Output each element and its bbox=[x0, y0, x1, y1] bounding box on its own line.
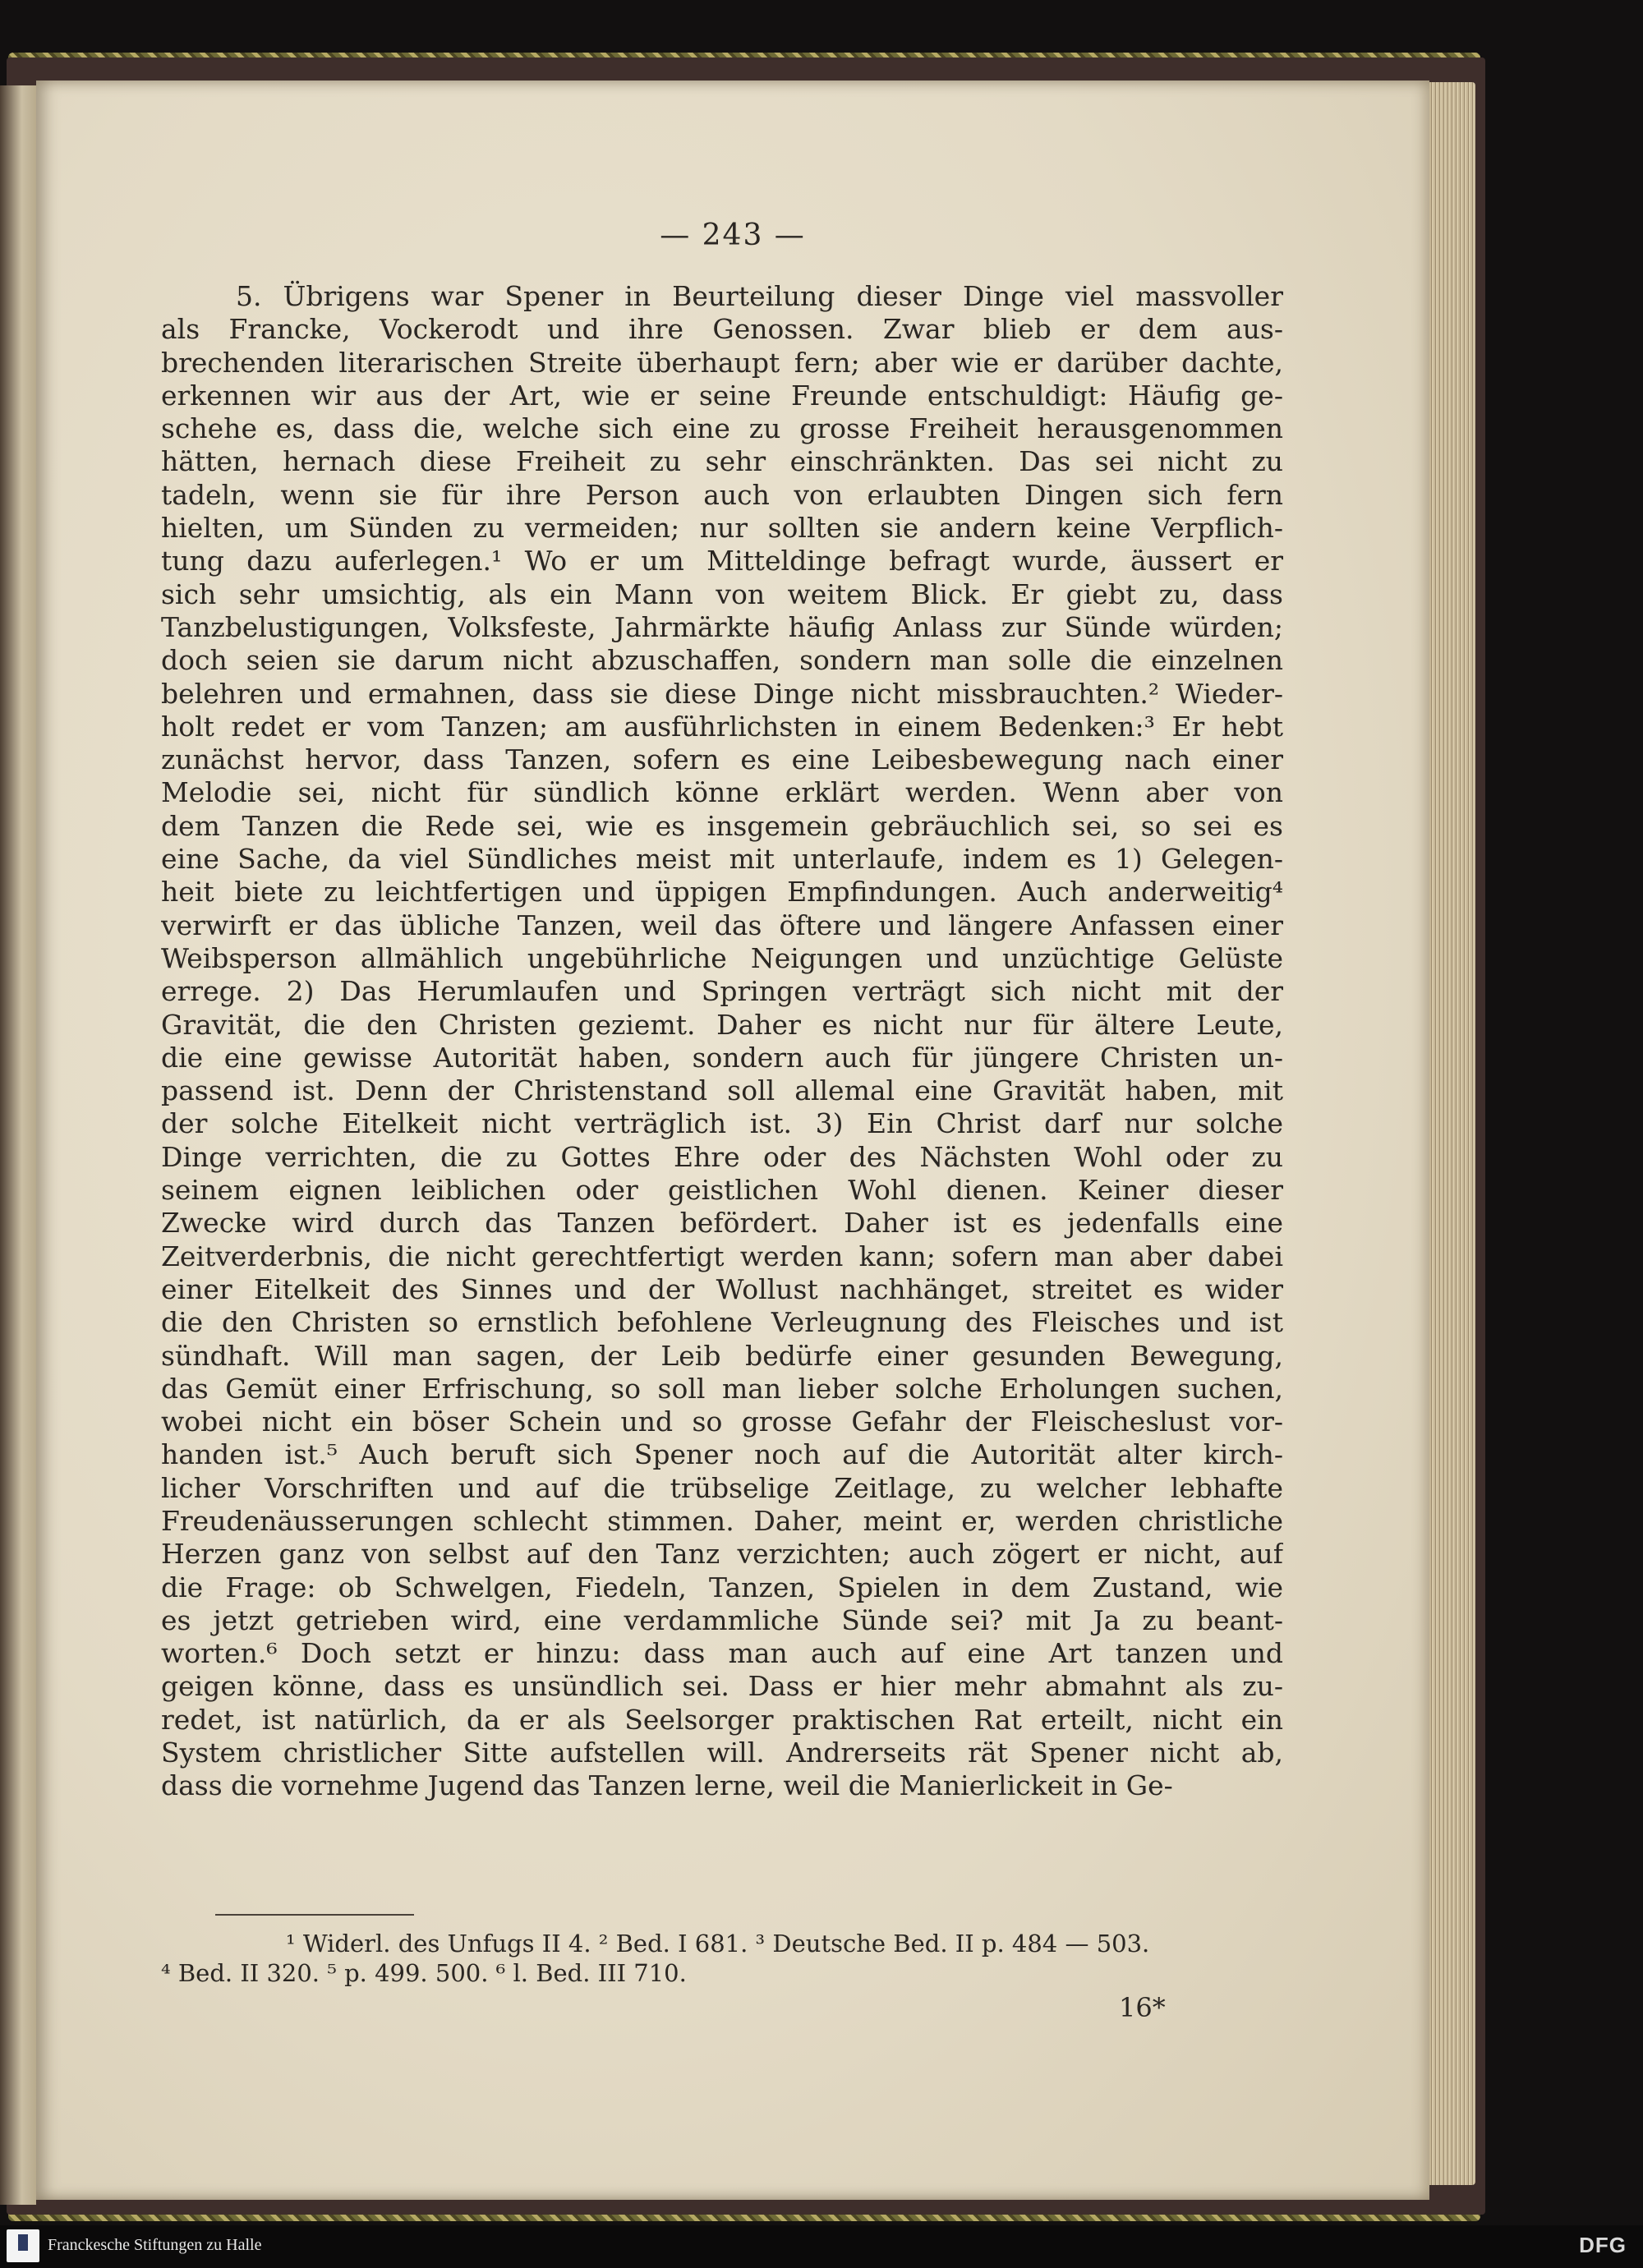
text-line: verwirft er das übliche Tanzen, weil das öftere und längere Anfassen einer bbox=[161, 909, 1283, 941]
text-line: Freudenäusserungen schlecht stimmen. Daher, meint er, werden christliche bbox=[161, 1504, 1283, 1537]
text-line: wobei nicht ein böser Schein und so grosse Gefahr der Fleischeslust vor- bbox=[161, 1405, 1283, 1438]
text-line: System christlicher Sitte aufstellen will. Andrerseits rät Spener nicht ab, bbox=[161, 1737, 1283, 1769]
text-line: Melodie sei, nicht für sündlich könne erklärt werden. Wenn aber von bbox=[161, 776, 1283, 809]
text-line: seinem eignen leiblichen oder geistlichen Wohl dienen. Keiner dieser bbox=[161, 1174, 1283, 1207]
text-line: Herzen ganz von selbst auf den Tanz verzichten; auch zögert er nicht, auf bbox=[161, 1538, 1283, 1571]
text-line: die den Christen so ernstlich befohlene Verleugnung des Fleisches und ist bbox=[161, 1306, 1283, 1339]
text-line: licher Vorschriften und auf die trübselige Zeitlage, zu welcher lebhafte bbox=[161, 1471, 1283, 1504]
page-number: — 243 — bbox=[660, 219, 806, 252]
text-line: zunächst hervor, dass Tanzen, sofern es eine Leibesbewegung nach einer bbox=[161, 743, 1283, 776]
text-line: Weibsperson allmählich ungebührliche Neigungen und unzüchtige Gelüste bbox=[161, 941, 1283, 974]
text-line: einer Eitelkeit des Sinnes und der Wollust nachhänget, streitet es wider bbox=[161, 1272, 1283, 1305]
text-line: tadeln, wenn sie für ihre Person auch von erlaubten Dingen sich fern bbox=[161, 478, 1283, 511]
signature-mark: 16* bbox=[1119, 1992, 1166, 2023]
text-line: dem Tanzen die Rede sei, wie es insgemein gebräuchlich sei, so sei es bbox=[161, 809, 1283, 842]
footnote-line: ¹ Widerl. des Unfugs II 4. ² Bed. I 681. ³ Deutsche Bed. II p. 484 — 503. bbox=[286, 1930, 1150, 1957]
text-line: geigen könne, dass es unsündlich sei. Dass er hier mehr abmahnt als zu- bbox=[161, 1670, 1283, 1703]
text-line: brechenden literarischen Streite überhaupt fern; aber wie er darüber dachte, bbox=[161, 346, 1283, 379]
text-line: 5. Übrigens war Spener in Beurteilung dieser Dinge viel massvoller bbox=[236, 280, 1283, 312]
text-line: schehe es, dass die, welche sich eine zu grosse Freiheit herausgenommen bbox=[161, 412, 1283, 445]
footnote-rule bbox=[215, 1914, 414, 1916]
text-line: der solche Eitelkeit nicht verträglich ist. 3) Ein Christ darf nur solche bbox=[161, 1107, 1283, 1140]
text-line: das Gemüt einer Erfrischung, so soll man lieber solche Erholungen suchen, bbox=[161, 1372, 1283, 1405]
text-line: tung dazu auferlegen.¹ Wo er um Mitteldinge befragt wurde, äussert er bbox=[161, 545, 1283, 577]
text-line: handen ist.⁵ Auch beruft sich Spener noch auf die Autorität alter kirch- bbox=[161, 1438, 1283, 1471]
footnotes bbox=[161, 1929, 1283, 1988]
text-line: dass die vornehme Jugend das Tanzen lerne, weil die Manierlickeit in Ge- bbox=[161, 1769, 1173, 1802]
text-line: die Frage: ob Schwelgen, Fiedeln, Tanzen, Spielen in dem Zustand, wie bbox=[161, 1571, 1283, 1603]
text-line: worten.⁶ Doch setzt er hinzu: dass man auch auf eine Art tanzen und bbox=[161, 1637, 1283, 1670]
text-line: belehren und ermahnen, dass sie diese Dinge nicht missbrauchten.² Wieder- bbox=[161, 677, 1283, 710]
text-line: doch seien sie darum nicht abzuschaffen, sondern man solle die einzelnen bbox=[161, 644, 1283, 677]
text-line: hielten, um Sünden zu vermeiden; nur sollten sie andern keine Verpflich- bbox=[161, 512, 1283, 545]
text-line: Gravität, die den Christen geziemt. Daher es nicht nur für ältere Leute, bbox=[161, 1008, 1283, 1041]
text-line: Zwecke wird durch das Tanzen befördert. Daher ist es jedenfalls eine bbox=[161, 1207, 1283, 1240]
text-line: Tanzbelustigungen, Volksfeste, Jahrmärkte häufig Anlass zur Sünde würden; bbox=[161, 610, 1283, 643]
text-line: sündhaft. Will man sagen, der Leib bedürfe einer gesunden Bewegung, bbox=[161, 1339, 1283, 1372]
institution-logo-icon bbox=[7, 2229, 39, 2262]
facing-page-gutter bbox=[0, 85, 36, 2205]
body-text bbox=[161, 280, 1283, 1803]
text-line: erkennen wir aus der Art, wie er seine Freunde entschuldigt: Häufig ge- bbox=[161, 379, 1283, 412]
text-line: eine Sache, da viel Sündliches meist mit unterlaufe, indem es 1) Gelegen- bbox=[161, 843, 1283, 876]
text-line: es jetzt getrieben wird, eine verdammliche Sünde sei? mit Ja zu beant- bbox=[161, 1603, 1283, 1636]
text-line: Dinge verrichten, die zu Gottes Ehre oder des Nächsten Wohl oder zu bbox=[161, 1140, 1283, 1173]
institution-name: Franckesche Stiftungen zu Halle bbox=[48, 2236, 262, 2254]
footnote-line: ⁴ Bed. II 320. ⁵ p. 499. 500. ⁶ l. Bed. III 710. bbox=[161, 1959, 687, 1987]
text-line: als Francke, Vockerodt und ihre Genossen. Zwar blieb er dem aus- bbox=[161, 313, 1283, 346]
text-line: die eine gewisse Autorität haben, sondern auch für jüngere Christen un- bbox=[161, 1041, 1283, 1074]
text-line: redet, ist natürlich, da er als Seelsorger praktischen Rat erteilt, nicht ein bbox=[161, 1703, 1283, 1736]
text-line: Zeitverderbnis, die nicht gerechtfertigt werden kann; sofern man aber dabei bbox=[161, 1240, 1283, 1272]
text-line: holt redet er vom Tanzen; am ausführlichsten in einem Bedenken:³ Er hebt bbox=[161, 710, 1283, 743]
text-line: passend ist. Denn der Christenstand soll allemal eine Gravität haben, mit bbox=[161, 1074, 1283, 1107]
logo-figure-icon bbox=[18, 2234, 28, 2251]
text-line: hätten, hernach diese Freiheit zu sehr einschränkten. Das sei nicht zu bbox=[161, 445, 1283, 478]
text-line: errege. 2) Das Herumlaufen und Springen verträgt sich nicht mit der bbox=[161, 975, 1283, 1008]
dfg-badge: DFG bbox=[1579, 2233, 1627, 2257]
text-line: sich sehr umsichtig, als ein Mann von weitem Blick. Er giebt zu, dass bbox=[161, 577, 1283, 610]
book-page bbox=[36, 81, 1429, 2200]
text-line: heit biete zu leichtfertigen und üppigen Empfindungen. Auch anderweitig⁴ bbox=[161, 876, 1283, 909]
